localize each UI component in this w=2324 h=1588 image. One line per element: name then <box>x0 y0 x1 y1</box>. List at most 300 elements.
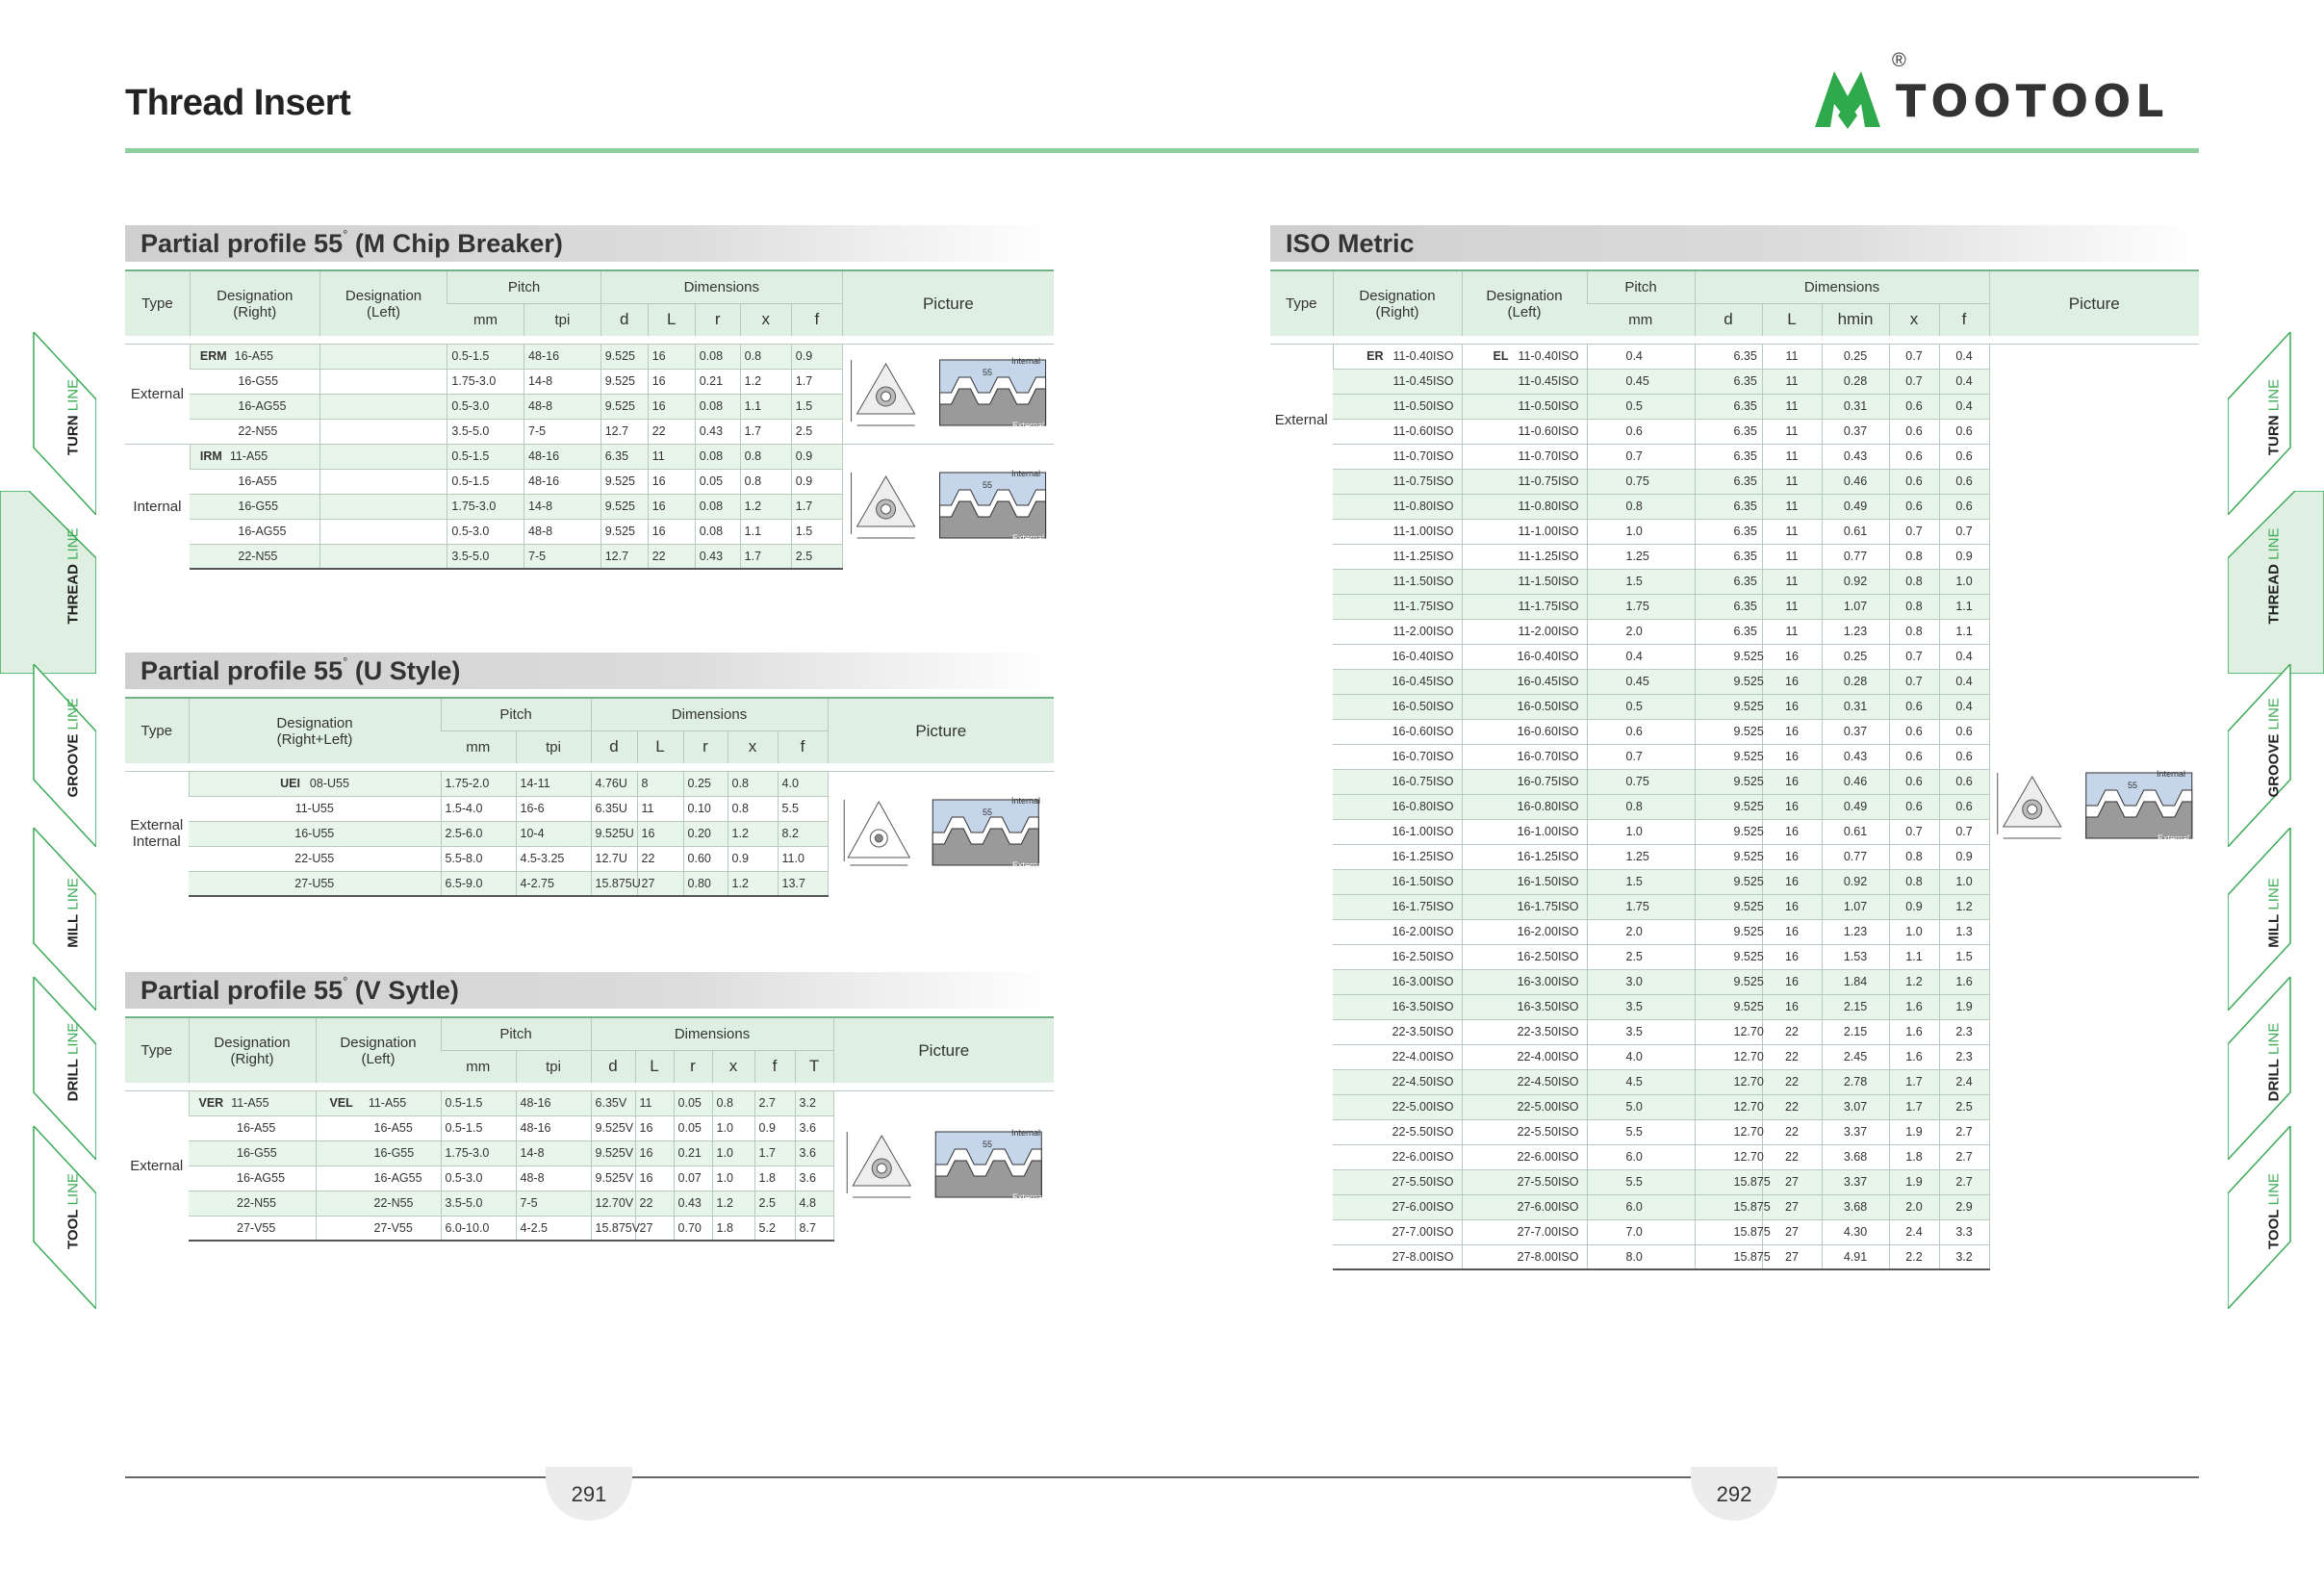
designation-value: 22-N55 <box>238 424 278 438</box>
internal-label: Internal <box>1011 795 1041 806</box>
value-cell: 0.7 <box>1587 744 1695 769</box>
value-cell: 48-16 <box>524 444 601 469</box>
designation-value: 11-0.80ISO <box>1392 499 1454 513</box>
value-cell: 6.35 <box>1695 544 1762 569</box>
side-tab-word: MILL <box>64 913 82 948</box>
designation-left <box>1462 869 1587 894</box>
type-external: External <box>130 817 184 834</box>
page-number-right: 292 <box>1691 1467 1777 1521</box>
designation-left <box>1462 594 1587 619</box>
designation-value: 22-4.00ISO <box>1517 1050 1579 1063</box>
designation-left <box>1462 544 1587 569</box>
value-cell: 0.8 <box>1889 869 1939 894</box>
value-cell: 1.7 <box>1889 1069 1939 1094</box>
designation-prefix: UEI <box>280 777 300 790</box>
section-m-chip-breaker-title <box>125 225 1054 262</box>
value-cell: 48-16 <box>524 344 601 369</box>
value-cell: 6.35 <box>1695 444 1762 469</box>
value-cell: 3.2 <box>1939 1244 1989 1269</box>
col-f: f <box>754 1050 795 1083</box>
value-cell: 6.35U <box>591 796 637 821</box>
designation-right <box>1333 1169 1462 1194</box>
col-d: d <box>591 1050 635 1083</box>
value-cell: 0.08 <box>695 519 740 544</box>
value-cell: 9.525V <box>591 1140 635 1165</box>
value-cell: 9.525 <box>1695 769 1762 794</box>
side-tab-word: GROOVE <box>2265 733 2283 798</box>
value-cell: 6.35 <box>1695 594 1762 619</box>
designation-value: 11-1.25ISO <box>1392 550 1454 563</box>
value-cell: 1.0 <box>1587 819 1695 844</box>
side-tab-word: MILL <box>2265 913 2283 948</box>
designation-right <box>189 1140 316 1165</box>
designation-left <box>1462 894 1587 919</box>
designation-right <box>1333 1019 1462 1044</box>
value-cell: 0.7 <box>1889 819 1939 844</box>
value-cell: 5.0 <box>1587 1094 1695 1119</box>
value-cell: 2.78 <box>1822 1069 1889 1094</box>
internal-label: Internal <box>1011 1127 1041 1138</box>
value-cell: 0.8 <box>740 444 791 469</box>
value-cell: 0.5-3.0 <box>441 1165 516 1191</box>
insert-picture <box>1989 344 2199 1269</box>
designation-right <box>1333 644 1462 669</box>
designation-right <box>1333 769 1462 794</box>
value-cell: 2.5 <box>1939 1094 1989 1119</box>
value-cell: 15.875 <box>1695 1169 1762 1194</box>
value-cell: 2.3 <box>1939 1019 1989 1044</box>
u-style-table <box>125 697 1054 897</box>
designation-value: 16-1.50ISO <box>1517 875 1579 888</box>
designation-right <box>189 1165 316 1191</box>
side-tab-line: LINE <box>64 698 82 730</box>
value-cell: 1.75 <box>1587 594 1695 619</box>
value-cell: 0.08 <box>695 494 740 519</box>
value-cell: 0.4 <box>1939 644 1989 669</box>
col-l: L <box>635 1050 674 1083</box>
value-cell: 0.7 <box>1889 669 1939 694</box>
side-tab-turn[interactable] <box>0 332 96 476</box>
insert-picture <box>833 1090 1054 1241</box>
designation-left <box>1462 644 1587 669</box>
designation-right <box>1333 1194 1462 1219</box>
side-tab-line: LINE <box>2265 378 2283 412</box>
value-cell: 0.08 <box>695 344 740 369</box>
value-cell: 0.08 <box>695 394 740 419</box>
designation-right <box>1333 944 1462 969</box>
side-tab-label <box>65 370 82 466</box>
value-cell: 0.4 <box>1939 369 1989 394</box>
value-cell: 0.5-1.5 <box>441 1115 516 1140</box>
designation-value: 16-1.25ISO <box>1517 850 1579 863</box>
designation-value: 11-2.00ISO <box>1392 625 1454 638</box>
designation-value: 16-U55 <box>294 827 335 840</box>
designation-right <box>190 394 319 419</box>
value-cell: 8.2 <box>778 821 828 846</box>
designation-value: 16-0.50ISO <box>1517 700 1579 713</box>
value-cell: 16 <box>1762 844 1822 869</box>
value-cell: 0.6 <box>1939 444 1989 469</box>
col-f: f <box>1939 303 1989 336</box>
value-cell: 16 <box>1762 819 1822 844</box>
value-cell: 12.70 <box>1695 1044 1762 1069</box>
designation-right <box>1333 1094 1462 1119</box>
value-cell: 16 <box>1762 969 1822 994</box>
designation-left <box>1462 794 1587 819</box>
value-cell: 0.4 <box>1587 644 1695 669</box>
value-cell: 22 <box>1762 1144 1822 1169</box>
side-tab-groove[interactable] <box>0 664 96 808</box>
value-cell: 16 <box>637 821 683 846</box>
designation-value: 16-A55 <box>238 474 277 488</box>
value-cell: 5.5 <box>1587 1119 1695 1144</box>
designation-value: 27-5.50ISO <box>1517 1175 1579 1189</box>
side-tab-tool[interactable] <box>0 1126 96 1270</box>
value-cell: 0.37 <box>1822 719 1889 744</box>
value-cell: 0.31 <box>1822 694 1889 719</box>
col-x: x <box>740 303 791 336</box>
value-cell: 16 <box>648 519 695 544</box>
value-cell: 1.2 <box>728 821 778 846</box>
designation-left <box>319 469 447 494</box>
side-tab-label <box>65 1014 82 1111</box>
value-cell: 15.875 <box>1695 1219 1762 1244</box>
value-cell: 0.77 <box>1822 544 1889 569</box>
col-x: x <box>728 730 778 763</box>
designation-left <box>316 1115 441 1140</box>
value-cell: 11 <box>1762 344 1822 369</box>
designation-value: 16-G55 <box>373 1146 415 1160</box>
col-type: Type <box>125 1017 189 1083</box>
value-cell: 1.0 <box>1587 519 1695 544</box>
value-cell: 4.0 <box>1587 1044 1695 1069</box>
value-cell: 5.2 <box>754 1216 795 1241</box>
col-tpi: tpi <box>516 730 591 763</box>
value-cell: 0.9 <box>754 1115 795 1140</box>
value-cell: 6.35 <box>1695 619 1762 644</box>
value-cell: 11 <box>1762 544 1822 569</box>
value-cell: 0.6 <box>1587 719 1695 744</box>
designation-value: 16-G55 <box>237 1146 277 1160</box>
value-cell: 1.53 <box>1822 944 1889 969</box>
internal-label: Internal <box>2156 768 2186 779</box>
col-picture: Picture <box>833 1017 1054 1083</box>
value-cell: 1.1 <box>1939 594 1989 619</box>
side-tab-label <box>65 528 82 625</box>
value-cell: 14-8 <box>516 1140 591 1165</box>
value-cell: 16 <box>648 469 695 494</box>
designation-right <box>1333 544 1462 569</box>
designation-left <box>1462 819 1587 844</box>
col-d: d <box>600 303 648 336</box>
value-cell: 1.7 <box>791 494 842 519</box>
v-style-table <box>125 1016 1054 1242</box>
value-cell: 1.25 <box>1587 844 1695 869</box>
designation-left <box>316 1165 441 1191</box>
value-cell: 16 <box>635 1115 674 1140</box>
value-cell: 4.8 <box>795 1191 833 1216</box>
side-tab-word: TOOL <box>2265 1209 2283 1249</box>
value-cell: 16 <box>648 344 695 369</box>
value-cell: 0.31 <box>1822 394 1889 419</box>
designation-left <box>1462 1019 1587 1044</box>
value-cell: 0.8 <box>740 344 791 369</box>
designation-value: 16-0.70ISO <box>1517 750 1579 763</box>
side-tab-label <box>2266 1014 2283 1111</box>
designation-right <box>189 1216 316 1241</box>
table-row <box>125 444 1054 469</box>
col-dimensions: Dimensions <box>591 698 828 730</box>
value-cell: 9.525 <box>1695 694 1762 719</box>
side-tab-tool[interactable] <box>2228 1126 2324 1270</box>
designation-left <box>1462 519 1587 544</box>
designation-right-left <box>189 821 441 846</box>
value-cell: 16 <box>1762 769 1822 794</box>
value-cell: 15.875U <box>591 871 637 896</box>
m-chip-breaker-table <box>125 269 1054 570</box>
value-cell: 0.25 <box>1822 344 1889 369</box>
value-cell: 0.20 <box>683 821 728 846</box>
value-cell: 11 <box>1762 594 1822 619</box>
value-cell: 1.8 <box>754 1165 795 1191</box>
designation-right <box>1333 994 1462 1019</box>
designation-left <box>1462 569 1587 594</box>
col-l: L <box>1762 303 1822 336</box>
designation-value: 27-U55 <box>294 876 335 890</box>
value-cell: 9.525 <box>600 369 648 394</box>
angle-label: 55 <box>983 1139 993 1149</box>
value-cell: 1.9 <box>1889 1169 1939 1194</box>
value-cell: 14-11 <box>516 771 591 796</box>
internal-label: Internal <box>1010 355 1040 366</box>
value-cell: 0.6 <box>1939 719 1989 744</box>
value-cell: 48-16 <box>516 1090 591 1115</box>
value-cell: 0.7 <box>1889 644 1939 669</box>
designation-left <box>1462 994 1587 1019</box>
designation-left <box>1462 669 1587 694</box>
insert-picture <box>828 771 1054 896</box>
side-tab-groove[interactable] <box>2228 664 2324 808</box>
col-type: Type <box>125 270 190 336</box>
value-cell: 1.75-3.0 <box>447 369 524 394</box>
designation-right <box>190 369 319 394</box>
col-designation-right: Designation (Right) <box>190 270 319 336</box>
type-cell: Internal <box>125 444 190 569</box>
value-cell: 0.5-1.5 <box>441 1090 516 1115</box>
value-cell: 0.49 <box>1822 794 1889 819</box>
value-cell: 5.5 <box>778 796 828 821</box>
header-rule <box>125 148 2199 153</box>
col-designation-left: Designation (Left) <box>1462 270 1587 336</box>
value-cell: 11 <box>648 444 695 469</box>
angle-label: 55 <box>982 479 992 490</box>
designation-value: 11-A55 <box>231 1096 269 1110</box>
side-tab-label <box>65 865 82 961</box>
value-cell: 27 <box>1762 1169 1822 1194</box>
value-cell: 9.525 <box>1695 894 1762 919</box>
value-cell: 0.8 <box>740 469 791 494</box>
value-cell: 2.0 <box>1587 619 1695 644</box>
value-cell: 0.5 <box>1587 694 1695 719</box>
value-cell: 3.37 <box>1822 1119 1889 1144</box>
value-cell: 7-5 <box>524 544 601 569</box>
value-cell: 1.1 <box>740 519 791 544</box>
value-cell: 16 <box>1762 794 1822 819</box>
designation-left <box>1462 444 1587 469</box>
value-cell: 4.5-3.25 <box>516 846 591 871</box>
value-cell: 1.07 <box>1822 894 1889 919</box>
designation-prefix: VEL <box>329 1096 353 1110</box>
designation-value: 16-1.75ISO <box>1517 900 1579 913</box>
designation-prefix: IRM <box>199 449 222 463</box>
designation-value: 16-A55 <box>234 349 273 363</box>
value-cell: 1.75-3.0 <box>447 494 524 519</box>
value-cell: 0.10 <box>683 796 728 821</box>
insert-diagram-icon <box>845 354 1052 431</box>
value-cell: 22 <box>648 544 695 569</box>
angle-label: 55 <box>2128 780 2138 790</box>
logo-mark-icon <box>1809 60 1886 137</box>
designation-value: 11-0.45ISO <box>1518 374 1579 388</box>
side-tab-line: LINE <box>64 527 82 560</box>
designation-left <box>1462 969 1587 994</box>
value-cell: 9.525 <box>1695 819 1762 844</box>
value-cell: 1.6 <box>1939 969 1989 994</box>
value-cell: 2.15 <box>1822 994 1889 1019</box>
value-cell: 0.6 <box>1889 419 1939 444</box>
value-cell: 2.45 <box>1822 1044 1889 1069</box>
designation-right <box>1333 1119 1462 1144</box>
designation-left <box>1462 1244 1587 1269</box>
value-cell: 0.28 <box>1822 669 1889 694</box>
value-cell: 6.0 <box>1587 1194 1695 1219</box>
value-cell: 0.5-1.5 <box>447 444 524 469</box>
value-cell: 2.7 <box>1939 1144 1989 1169</box>
side-tab-thread[interactable] <box>0 491 96 635</box>
value-cell: 0.5-3.0 <box>447 519 524 544</box>
value-cell: 7.0 <box>1587 1219 1695 1244</box>
side-tab-turn[interactable] <box>2228 332 2324 476</box>
col-f: f <box>778 730 828 763</box>
designation-left <box>1462 419 1587 444</box>
value-cell: 0.5-1.5 <box>447 344 524 369</box>
col-x: x <box>712 1050 754 1083</box>
designation-value: 16-2.00ISO <box>1517 925 1579 938</box>
page-title: Thread Insert <box>125 83 351 123</box>
value-cell: 0.8 <box>1587 794 1695 819</box>
value-cell: 5.5 <box>1587 1169 1695 1194</box>
value-cell: 0.8 <box>1889 594 1939 619</box>
table-row <box>125 344 1054 369</box>
designation-value: 11-0.50ISO <box>1392 399 1454 413</box>
value-cell: 1.5 <box>1587 869 1695 894</box>
value-cell: 9.525 <box>1695 794 1762 819</box>
designation-right <box>1333 494 1462 519</box>
value-cell: 0.43 <box>695 544 740 569</box>
insert-diagram-icon <box>845 467 1052 544</box>
value-cell: 2.7 <box>1939 1119 1989 1144</box>
value-cell: 16 <box>648 394 695 419</box>
value-cell: 0.7 <box>1889 344 1939 369</box>
value-cell: 9.525 <box>600 519 648 544</box>
value-cell: 0.60 <box>683 846 728 871</box>
value-cell: 16-6 <box>516 796 591 821</box>
value-cell: 12.7 <box>600 544 648 569</box>
designation-value: 16-1.00ISO <box>1392 825 1454 838</box>
value-cell: 1.7 <box>754 1140 795 1165</box>
value-cell: 14-8 <box>524 494 601 519</box>
value-cell: 0.8 <box>1889 569 1939 594</box>
value-cell: 0.70 <box>674 1216 712 1241</box>
value-cell: 15.875 <box>1695 1244 1762 1269</box>
side-tab-mill[interactable] <box>2228 828 2324 972</box>
value-cell: 1.2 <box>712 1191 754 1216</box>
value-cell: 0.7 <box>1889 369 1939 394</box>
value-cell: 3.5-5.0 <box>447 419 524 444</box>
value-cell: 3.0 <box>1587 969 1695 994</box>
value-cell: 4.0 <box>778 771 828 796</box>
col-dimensions: Dimensions <box>600 270 842 303</box>
designation-value: 22-3.50ISO <box>1392 1025 1454 1038</box>
col-x: x <box>1889 303 1939 336</box>
designation-right <box>1333 1044 1462 1069</box>
value-cell: 4.91 <box>1822 1244 1889 1269</box>
table-row <box>1270 344 2199 369</box>
value-cell: 15.875V <box>591 1216 635 1241</box>
value-cell: 6.35 <box>1695 369 1762 394</box>
value-cell: 16 <box>1762 694 1822 719</box>
designation-value: 22-U55 <box>294 852 335 865</box>
section-u-style-title <box>125 653 1054 689</box>
designation-left <box>319 419 447 444</box>
value-cell: 11 <box>1762 369 1822 394</box>
side-tab-thread[interactable] <box>2228 491 2324 635</box>
value-cell: 0.49 <box>1822 494 1889 519</box>
designation-value: 16-0.75ISO <box>1517 775 1579 788</box>
designation-value: 11-0.60ISO <box>1518 424 1579 438</box>
value-cell: 0.45 <box>1587 669 1695 694</box>
value-cell: 9.525 <box>600 394 648 419</box>
side-tab-drill[interactable] <box>0 977 96 1121</box>
designation-right <box>1333 669 1462 694</box>
value-cell: 2.5 <box>1587 944 1695 969</box>
value-cell: 0.4 <box>1587 344 1695 369</box>
value-cell: 0.5-1.5 <box>447 469 524 494</box>
external-label: External <box>1012 1191 1045 1202</box>
value-cell: 6.35 <box>1695 519 1762 544</box>
designation-value: 22-6.00ISO <box>1517 1150 1579 1164</box>
value-cell: 3.6 <box>795 1140 833 1165</box>
value-cell: 16 <box>1762 719 1822 744</box>
designation-right <box>1333 1244 1462 1269</box>
designation-value: 16-3.00ISO <box>1392 975 1454 988</box>
value-cell: 1.8 <box>712 1216 754 1241</box>
value-cell: 9.525 <box>1695 969 1762 994</box>
side-tab-drill[interactable] <box>2228 977 2324 1121</box>
side-tab-mill[interactable] <box>0 828 96 972</box>
col-r: r <box>683 730 728 763</box>
designation-right <box>1333 869 1462 894</box>
designation-right <box>1333 469 1462 494</box>
side-tab-label <box>2266 1164 2283 1260</box>
value-cell: 22 <box>1762 1044 1822 1069</box>
value-cell: 1.7 <box>740 419 791 444</box>
designation-value: 11-0.60ISO <box>1392 424 1454 438</box>
designation-value: 16-0.50ISO <box>1392 700 1454 713</box>
value-cell: 9.525 <box>1695 644 1762 669</box>
designation-value: 27-8.00ISO <box>1392 1249 1454 1264</box>
designation-right <box>1333 919 1462 944</box>
